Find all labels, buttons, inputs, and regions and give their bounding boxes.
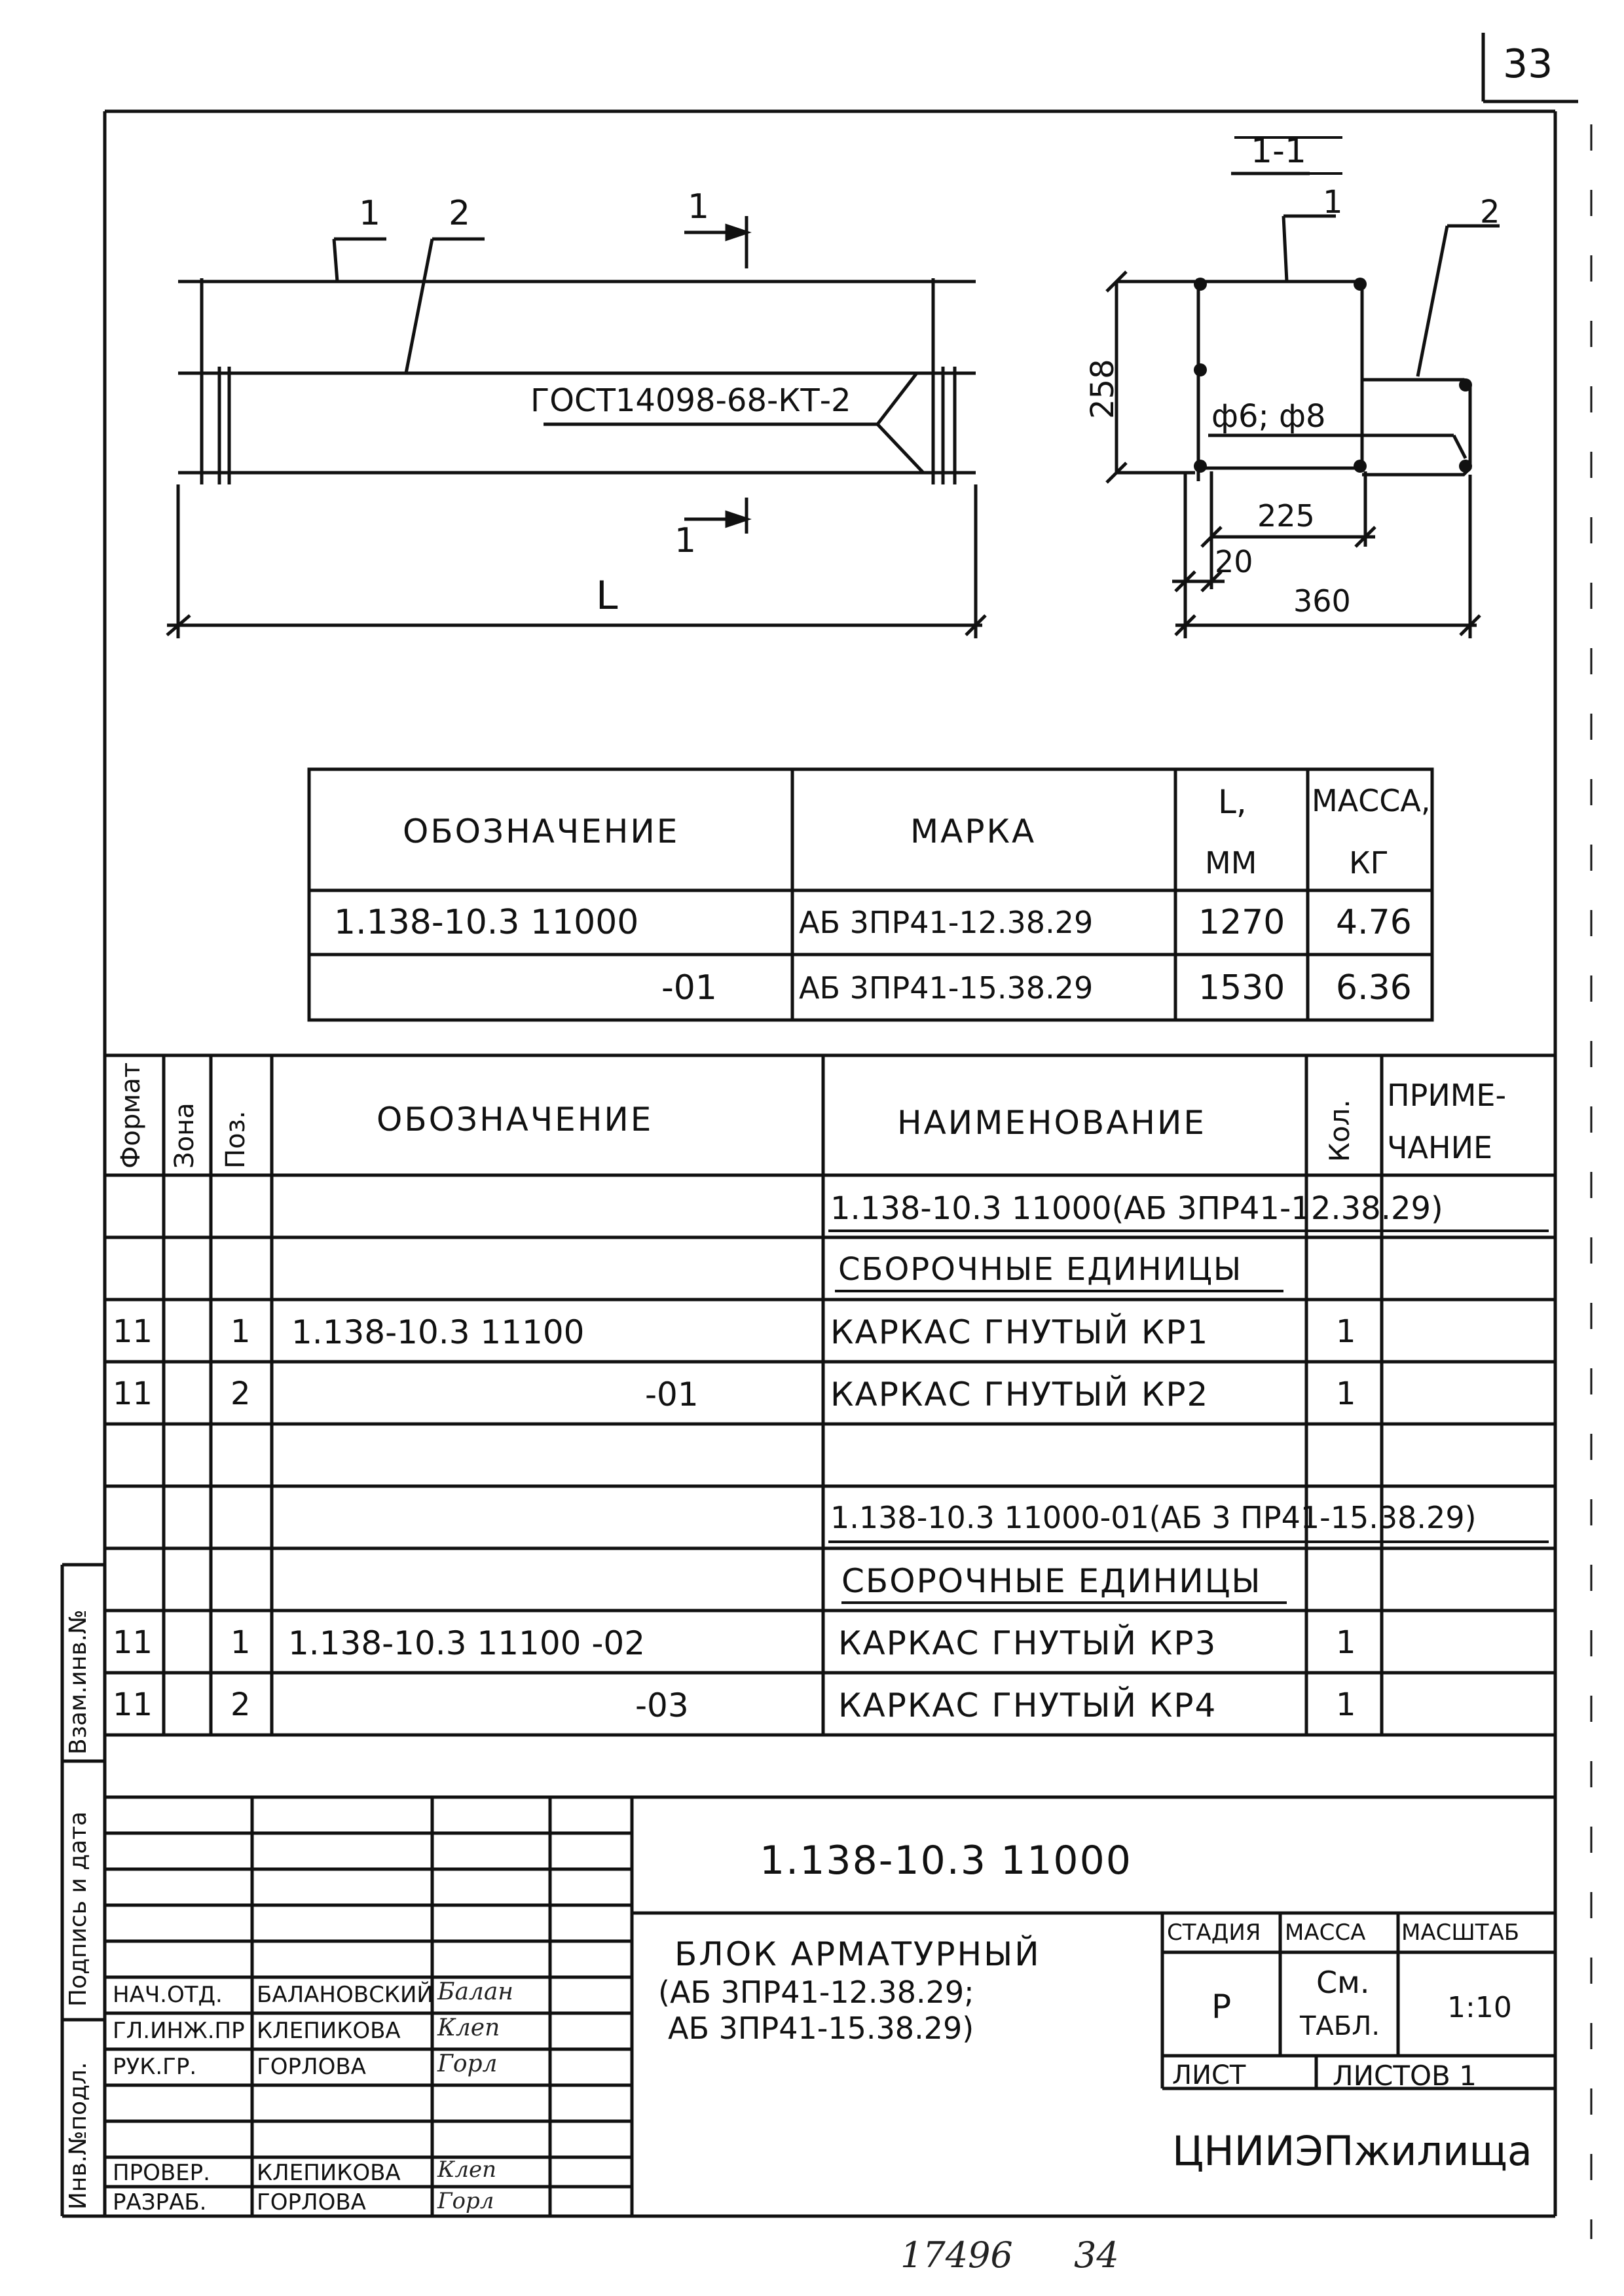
margin-inventory-original: Инв.№подл. (65, 2062, 92, 2210)
scale-value: 1:10 (1447, 1991, 1512, 2024)
sheet-number: 33 (1503, 41, 1553, 87)
section-mark-bottom: 1 (674, 521, 697, 560)
marks-header-length: L, (1218, 783, 1247, 821)
spec-g1-row-2-pos: 2 (231, 1376, 251, 1412)
organization-name: ЦНИИЭПжилища (1172, 2127, 1532, 2175)
marks-row-1-designation: 1.138-10.3 11000 (334, 903, 639, 942)
marks-header-mark: МАРКА (910, 812, 1037, 850)
spec-g2-row-1-pos: 1 (231, 1624, 251, 1661)
staff-name: КЛЕПИКОВА (257, 2160, 401, 2186)
spec-g1-row-2-format: 11 (113, 1376, 153, 1412)
spec-g2-row-2-designation: -03 (635, 1686, 689, 1724)
dimension-20: 20 (1215, 544, 1253, 579)
spec-group-1-subtitle: СБОРОЧНЫЕ ЕДИНИЦЫ (838, 1251, 1243, 1288)
marks-row-1-length: 1270 (1198, 903, 1285, 942)
spec-g1-row-2-name: КАРКАС ГНУТЫЙ КР2 (830, 1376, 1209, 1413)
staff-name: ГОРЛОВА (257, 2189, 366, 2215)
staff-role: РУК.ГР. (113, 2054, 197, 2080)
marks-row-1-mass: 4.76 (1336, 903, 1412, 942)
spec-g2-row-1-designation: 1.138-10.3 11100 -02 (288, 1624, 646, 1662)
spec-group-2-title: 1.138-10.3 11000-01(АБ 3 ПР41-15.38.29) (830, 1500, 1477, 1535)
dimension-360: 360 (1293, 583, 1351, 619)
drawing-title-line-2: (АБ 3ПР41-12.38.29; (658, 1975, 974, 2010)
spec-group-2-subtitle: СБОРОЧНЫЕ ЕДИНИЦЫ (841, 1562, 1262, 1600)
dimension-225: 225 (1257, 498, 1315, 534)
marks-row-2-length: 1530 (1198, 968, 1285, 1008)
staff-signature: Клеп (437, 2014, 500, 2041)
mass-value-line-2: ТАБЛ. (1300, 2011, 1380, 2041)
staff-role: РАЗРАБ. (113, 2189, 207, 2215)
scale-label: МАСШТАБ (1401, 1920, 1520, 1946)
margin-signature-date: Подпись и дата (65, 1811, 92, 2007)
marks-row-2-mass: 6.36 (1336, 968, 1412, 1008)
staff-signature: Балан (437, 1978, 514, 2005)
staff-role: ПРОВЕР. (113, 2160, 210, 2186)
spec-g2-row-1-qty: 1 (1336, 1624, 1356, 1661)
section-leader-2: 2 (1480, 194, 1500, 230)
spec-header-qty: Кол. (1323, 1099, 1356, 1162)
bar-diameter-note: ф6; ф8 (1211, 398, 1326, 435)
drawing-title-line-3: АБ 3ПР41-15.38.29) (668, 2011, 974, 2046)
section-mark-top: 1 (688, 187, 710, 227)
spec-g2-row-2-qty: 1 (1336, 1686, 1356, 1723)
main-leader-1: 1 (359, 194, 381, 233)
height-dimension: 258 (1084, 359, 1121, 419)
section-leader-1: 1 (1323, 184, 1343, 221)
staff-name: КЛЕПИКОВА (257, 2018, 401, 2044)
spec-g1-row-1-format: 11 (113, 1313, 153, 1350)
footer-page-number: 34 (1074, 2234, 1119, 2276)
marks-header-designation: ОБОЗНАЧЕНИЕ (403, 812, 680, 850)
marks-row-1-mark: АБ 3ПР41-12.38.29 (799, 905, 1094, 940)
spec-header-format: Формат (116, 1062, 146, 1169)
staff-signature: Клеп (437, 2157, 496, 2183)
spec-header-note-2: ЧАНИЕ (1387, 1130, 1493, 1165)
spec-g2-row-2-pos: 2 (231, 1686, 251, 1723)
mass-value-line-1: См. (1316, 1965, 1370, 2000)
sheet-label: ЛИСТ (1172, 2060, 1246, 2090)
stage-label: СТАДИЯ (1167, 1920, 1261, 1946)
main-leader-2: 2 (449, 194, 471, 233)
spec-g2-row-2-name: КАРКАС ГНУТЫЙ КР4 (838, 1686, 1217, 1724)
staff-role: НАЧ.ОТД. (113, 1982, 223, 2008)
sheets-count: ЛИСТОВ 1 (1333, 2060, 1477, 2092)
margin-replacement-inventory: Взам.инв.№ (65, 1609, 92, 1755)
spec-group-1-title: 1.138-10.3 11000(АБ 3ПР41-12.38.29) (830, 1190, 1443, 1227)
spec-g2-row-2-format: 11 (113, 1686, 153, 1723)
marks-row-2-mark: АБ 3ПР41-15.38.29 (799, 970, 1094, 1006)
spec-header-note-1: ПРИМЕ- (1387, 1078, 1507, 1113)
drawing-title-line-1: БЛОК АРМАТУРНЫЙ (674, 1935, 1041, 1973)
section-title: 1-1 (1251, 132, 1306, 171)
marks-header-length-unit: ММ (1205, 845, 1257, 881)
stage-value: Р (1211, 1988, 1232, 2026)
staff-signature: Горл (437, 2050, 498, 2077)
staff-name: БАЛАНОВСКИЙ (257, 1982, 434, 2008)
footer-archive-number: 17496 (900, 2234, 1013, 2276)
spec-g2-row-1-name: КАРКАС ГНУТЫЙ КР3 (838, 1624, 1217, 1662)
marks-row-2-designation: -01 (661, 968, 717, 1008)
spec-g1-row-1-name: КАРКАС ГНУТЫЙ КР1 (830, 1313, 1209, 1351)
staff-role: ГЛ.ИНЖ.ПР (113, 2018, 245, 2044)
staff-name: ГОРЛОВА (257, 2054, 366, 2080)
spec-header-name: НАИМЕНОВАНИЕ (897, 1104, 1206, 1142)
spec-g2-row-1-format: 11 (113, 1624, 153, 1661)
mass-label: МАССА (1285, 1920, 1366, 1946)
spec-g1-row-1-pos: 1 (231, 1313, 251, 1350)
spec-header-designation: ОБОЗНАЧЕНИЕ (377, 1101, 654, 1139)
staff-signature: Горл (437, 2188, 494, 2214)
document-code: 1.138-10.3 11000 (760, 1838, 1132, 1884)
spec-header-zone: Зона (170, 1102, 200, 1169)
marks-header-mass: МАССА, (1312, 783, 1431, 818)
gost-note: ГОСТ14098-68-КТ-2 (530, 382, 851, 419)
spec-g1-row-2-designation: -01 (645, 1376, 699, 1413)
spec-g1-row-2-qty: 1 (1336, 1376, 1356, 1412)
length-dimension: L (596, 573, 618, 619)
spec-g1-row-1-designation: 1.138-10.3 11100 (291, 1313, 585, 1351)
spec-header-pos: Поз. (221, 1110, 251, 1169)
marks-header-mass-unit: КГ (1349, 845, 1389, 881)
spec-g1-row-1-qty: 1 (1336, 1313, 1356, 1350)
